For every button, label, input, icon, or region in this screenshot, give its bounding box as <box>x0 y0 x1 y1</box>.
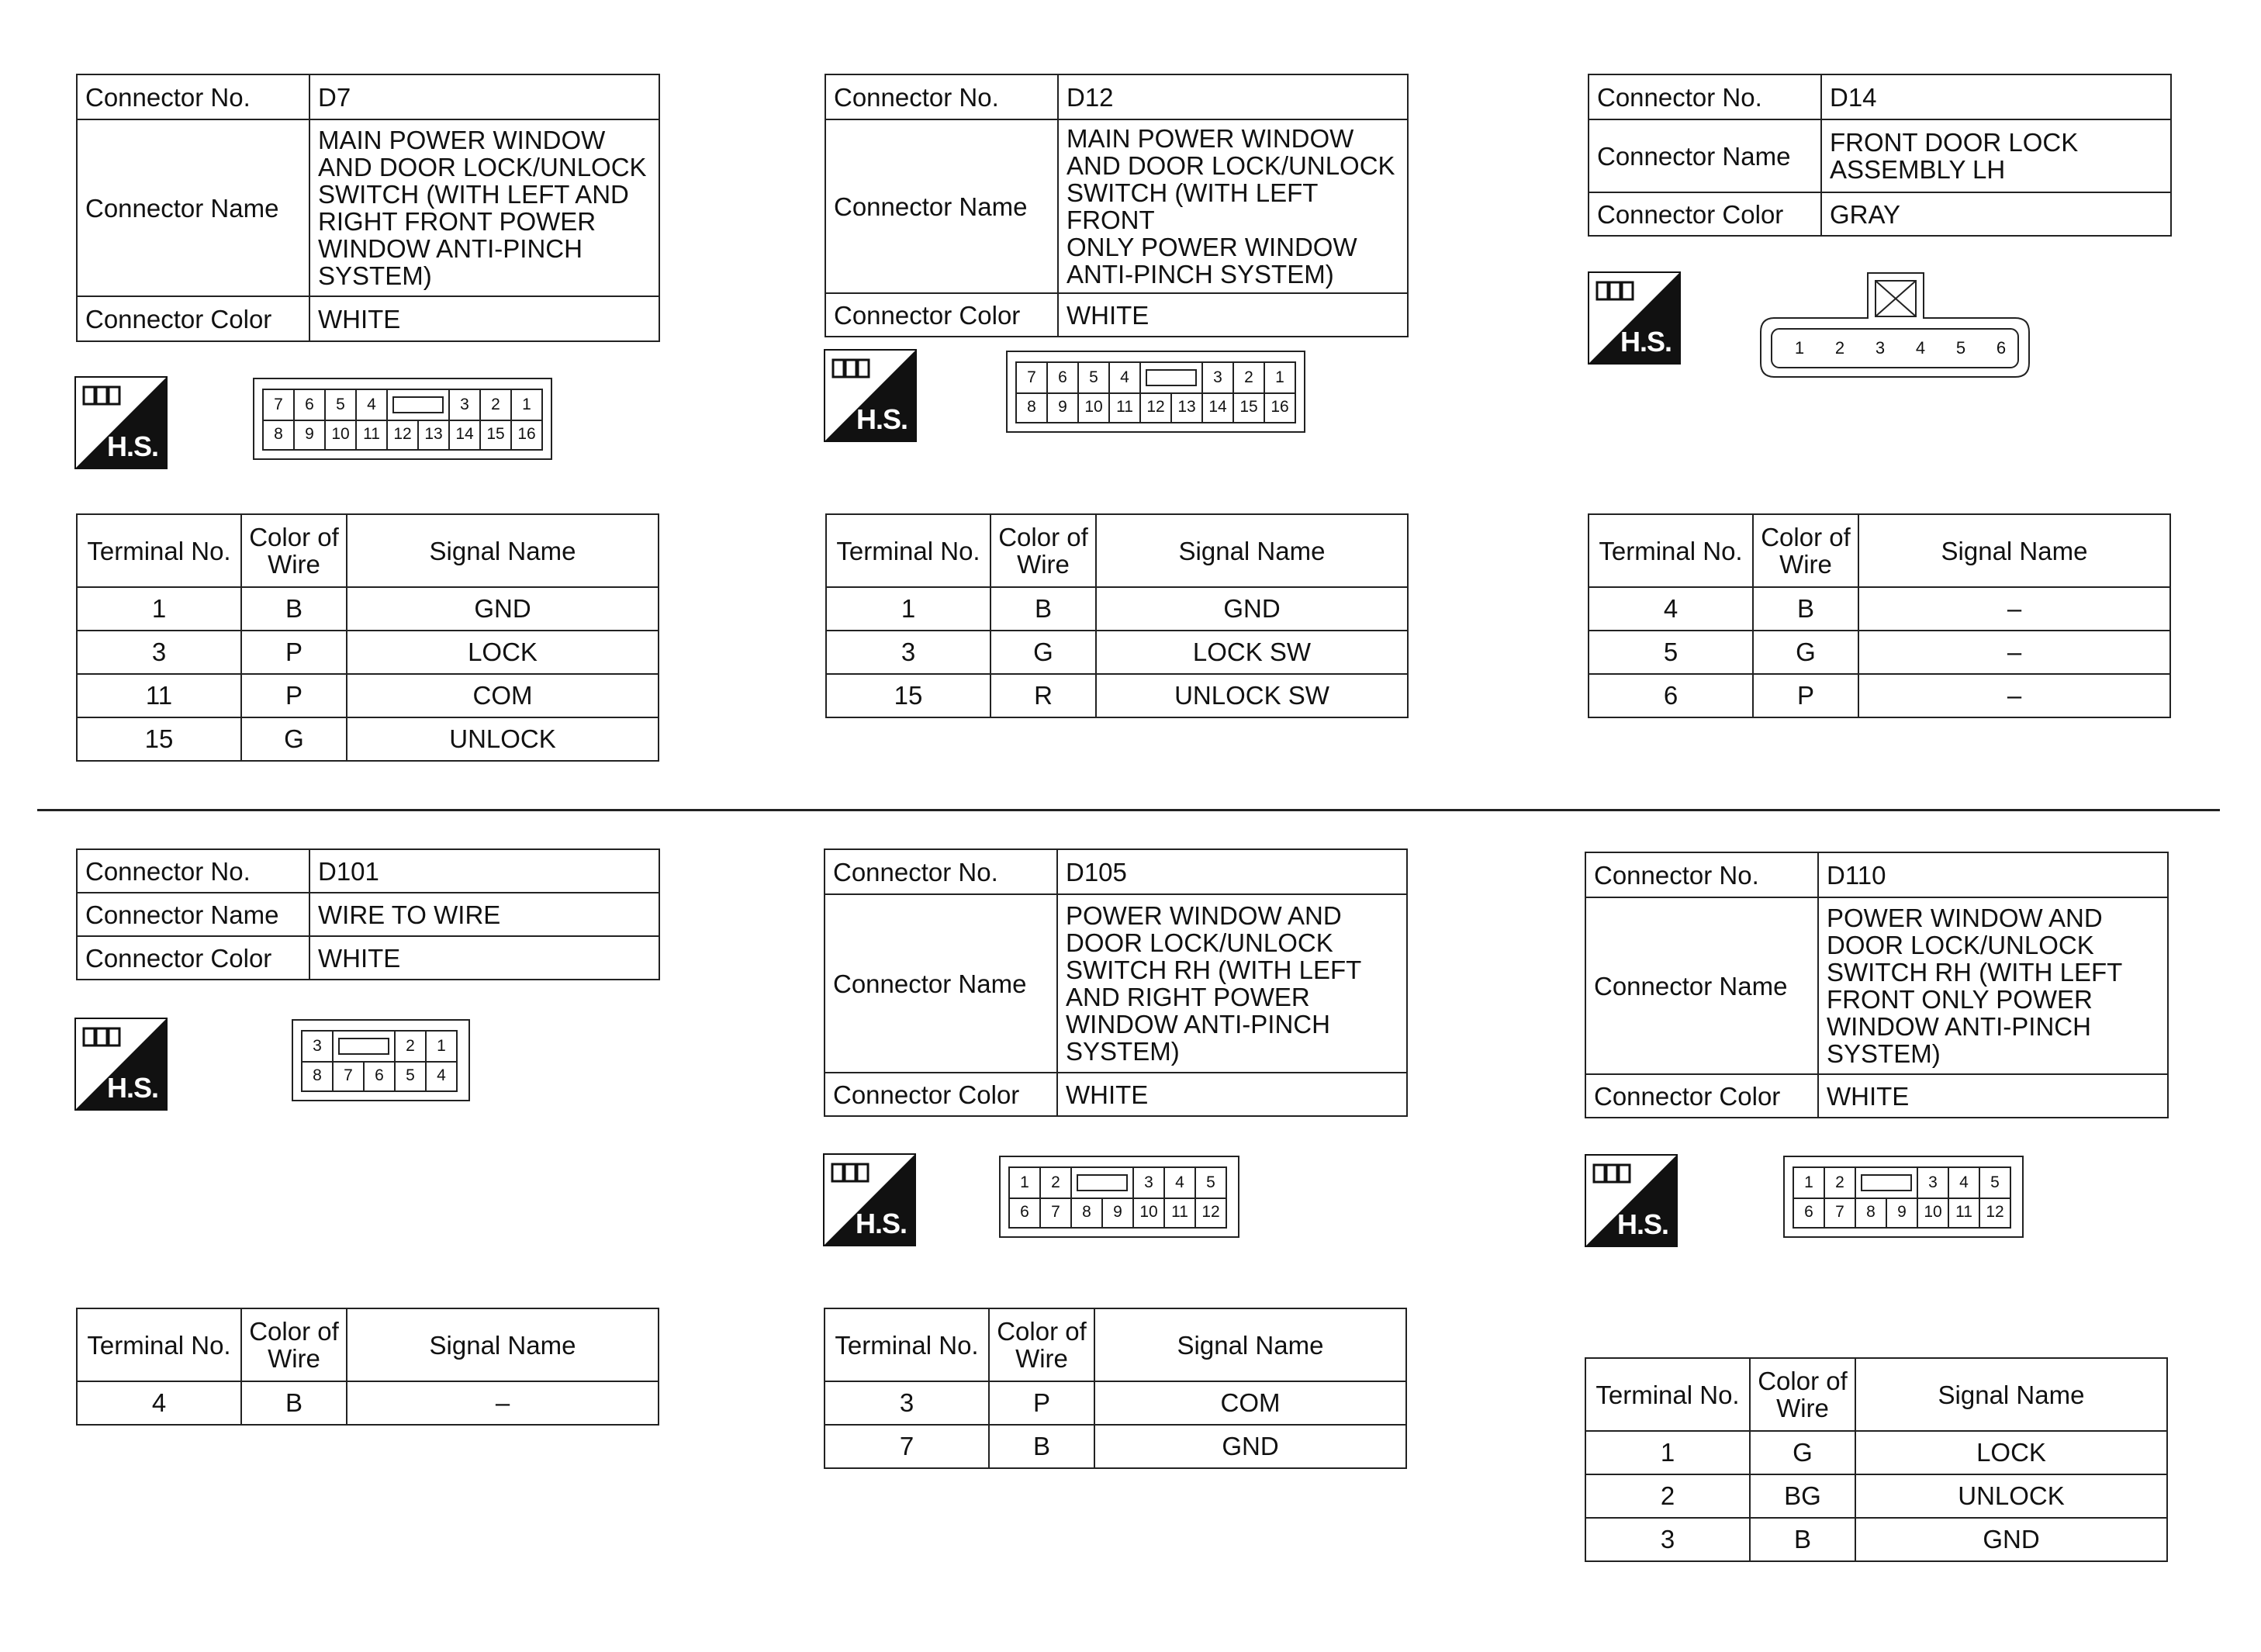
pin-cell: 7 <box>334 1061 365 1092</box>
pin-grid <box>1793 1198 2011 1229</box>
pin-cell: 6 <box>1794 1198 1825 1229</box>
harness-side-icon <box>1585 1154 1678 1247</box>
terminal-no-header: Terminal No. <box>826 514 990 587</box>
pin-grid <box>1008 1166 1227 1199</box>
color-of-wire-header: Color of Wire <box>990 514 1096 587</box>
connector-color-label: Connector Color <box>825 293 1058 337</box>
signal-name-cell: LOCK <box>1855 1431 2167 1474</box>
pin-grid <box>1793 1166 2011 1199</box>
table-row <box>826 587 1408 631</box>
connector-d12-info <box>825 74 1409 337</box>
terminal-no-header: Terminal No. <box>1585 1358 1750 1431</box>
connector-name-value: POWER WINDOW AND DOOR LOCK/UNLOCK SWITCH RH (WITH LEFT FRONT ONLY POWER WINDOW ANTI-PINCH SYSTEM) <box>1818 897 2168 1074</box>
terminal-no-cell: 3 <box>826 631 990 674</box>
connector-no-label: Connector No. <box>1589 74 1821 119</box>
terminal-no-cell: 1 <box>77 587 241 631</box>
wire-color-cell: G <box>1750 1431 1855 1474</box>
signal-name-cell: UNLOCK SW <box>1096 674 1408 717</box>
table-row <box>826 674 1408 717</box>
signal-name-cell: – <box>1858 631 2170 674</box>
wire-color-cell: B <box>1753 587 1858 631</box>
pin-cell: 1 <box>1794 1168 1825 1199</box>
pin-cell: 2 <box>1825 1168 1856 1199</box>
terminal-no-cell: 1 <box>826 587 990 631</box>
connector-d105-info <box>824 848 1408 1117</box>
connector-no-label: Connector No. <box>77 849 309 893</box>
table-row <box>77 674 659 717</box>
table-row <box>77 631 659 674</box>
terminal-no-cell: 5 <box>1589 631 1753 674</box>
pin-cell: 4 <box>357 390 388 421</box>
wire-color-cell: B <box>990 587 1096 631</box>
pin-cell: 7 <box>264 390 295 421</box>
terminal-no-cell: 2 <box>1585 1474 1750 1518</box>
terminal-no-header: Terminal No. <box>77 514 241 587</box>
section-divider <box>37 809 2220 811</box>
pin-cell: 6 <box>295 390 326 421</box>
signal-name-header: Signal Name <box>1858 514 2170 587</box>
pin-cell: 4 <box>1949 1168 1980 1199</box>
pin-cell: 1 <box>1265 363 1296 394</box>
connector-name-label: Connector Name <box>77 119 309 296</box>
color-of-wire-header: Color of Wire <box>241 1308 347 1381</box>
pin-cell: 7 <box>1041 1198 1072 1229</box>
pin-cell: 8 <box>1072 1198 1103 1229</box>
signal-name-cell: UNLOCK <box>1855 1474 2167 1518</box>
pin-cell: 4 <box>1165 1168 1196 1199</box>
signal-name-cell: LOCK SW <box>1096 631 1408 674</box>
hs-label: H.S. <box>855 1208 907 1239</box>
pin-label: 1 <box>1794 338 1805 358</box>
color-of-wire-header: Color of Wire <box>1753 514 1858 587</box>
connector-name-label: Connector Name <box>825 894 1057 1073</box>
pin-cell: 5 <box>326 390 357 421</box>
connector-name-value: WIRE TO WIRE <box>309 893 659 936</box>
harness-side-icon <box>74 376 168 469</box>
wire-color-cell: B <box>1750 1518 1855 1561</box>
connector-d7-face <box>253 378 552 460</box>
pin-cell: 10 <box>1079 392 1110 423</box>
table-row <box>77 587 659 631</box>
hs-label: H.S. <box>856 403 908 435</box>
terminal-no-cell: 3 <box>77 631 241 674</box>
pin-cell: 6 <box>1048 363 1079 394</box>
harness-side-icon <box>824 349 917 442</box>
signal-name-cell: GND <box>1096 587 1408 631</box>
pin-cell: 3 <box>1918 1168 1949 1199</box>
connector-name-label: Connector Name <box>1585 897 1818 1074</box>
pin-cell: 1 <box>512 390 543 421</box>
pin-cell: 2 <box>481 390 512 421</box>
pin-cell: 2 <box>396 1032 427 1063</box>
wire-color-cell: BG <box>1750 1474 1855 1518</box>
connector-color-label: Connector Color <box>1585 1074 1818 1118</box>
terminal-no-cell: 7 <box>825 1425 989 1468</box>
hs-label: H.S. <box>106 430 158 462</box>
connector-color-label: Connector Color <box>77 936 309 980</box>
connector-no-label: Connector No. <box>1585 852 1818 897</box>
connector-name-value: POWER WINDOW AND DOOR LOCK/UNLOCK SWITCH RH (WITH LEFT AND RIGHT POWER WINDOW ANTI-PINCH SYSTEM) <box>1057 894 1407 1073</box>
terminal-no-header: Terminal No. <box>77 1308 241 1381</box>
pin-label: 3 <box>1875 338 1886 358</box>
hs-label: H.S. <box>1620 326 1672 358</box>
connector-color-label: Connector Color <box>825 1073 1057 1116</box>
pin-cell: 9 <box>1048 392 1079 423</box>
pin-cell: 5 <box>396 1061 427 1092</box>
signal-name-cell: UNLOCK <box>347 717 659 761</box>
pin-cell: 11 <box>357 420 388 451</box>
wire-color-cell: G <box>241 717 347 761</box>
pin-cell: 9 <box>1887 1198 1918 1229</box>
terminal-table-d14 <box>1588 513 2171 718</box>
hs-label: H.S. <box>106 1072 158 1104</box>
terminal-no-cell: 4 <box>77 1381 241 1425</box>
color-of-wire-header: Color of Wire <box>1750 1358 1855 1431</box>
connector-name-label: Connector Name <box>1589 119 1821 192</box>
locking-key <box>1856 1168 1918 1199</box>
wire-color-cell: P <box>1753 674 1858 717</box>
locking-key <box>334 1032 396 1063</box>
terminal-no-cell: 3 <box>1585 1518 1750 1561</box>
pin-cell: 11 <box>1949 1198 1980 1229</box>
signal-name-header: Signal Name <box>1094 1308 1406 1381</box>
terminal-no-cell: 11 <box>77 674 241 717</box>
pin-cell: 10 <box>1134 1198 1165 1229</box>
signal-name-cell: – <box>347 1381 659 1425</box>
table-row <box>77 717 659 761</box>
pin-cell: 9 <box>1103 1198 1134 1229</box>
pin-cell: 4 <box>427 1061 458 1092</box>
pin-grid <box>262 389 543 421</box>
pin-cell: 2 <box>1234 363 1265 394</box>
pin-cell: 7 <box>1017 363 1048 394</box>
pin-cell: 16 <box>512 420 543 451</box>
connector-color-value: WHITE <box>1057 1073 1407 1116</box>
signal-name-cell: – <box>1858 674 2170 717</box>
pin-cell: 8 <box>264 420 295 451</box>
pin-cell: 2 <box>1041 1168 1072 1199</box>
table-row <box>1585 1474 2167 1518</box>
pin-label: 6 <box>1996 338 2007 358</box>
wire-color-cell: G <box>1753 631 1858 674</box>
signal-name-cell: – <box>1858 587 2170 631</box>
terminal-no-header: Terminal No. <box>825 1308 989 1381</box>
signal-name-header: Signal Name <box>347 1308 659 1381</box>
pin-cell: 3 <box>1134 1168 1165 1199</box>
pin-cell: 5 <box>1196 1168 1227 1199</box>
pin-cell: 14 <box>450 420 481 451</box>
pin-cell: 15 <box>481 420 512 451</box>
connector-color-label: Connector Color <box>77 296 309 341</box>
connector-color-value: GRAY <box>1821 192 2171 236</box>
connector-no-label: Connector No. <box>77 74 309 119</box>
connector-d14-face <box>1759 271 2031 380</box>
connector-color-label: Connector Color <box>1589 192 1821 236</box>
terminal-no-cell: 1 <box>1585 1431 1750 1474</box>
connector-d110-face <box>1783 1156 2024 1238</box>
pin-cell: 15 <box>1234 392 1265 423</box>
signal-name-header: Signal Name <box>1855 1358 2167 1431</box>
pin-cell: 3 <box>1203 363 1234 394</box>
wire-color-cell: P <box>241 631 347 674</box>
terminal-table-d105 <box>824 1308 1407 1469</box>
pin-cell: 10 <box>1918 1198 1949 1229</box>
color-of-wire-header: Color of Wire <box>989 1308 1094 1381</box>
wire-color-cell: P <box>241 674 347 717</box>
signal-name-cell: COM <box>1094 1381 1406 1425</box>
terminal-no-cell: 6 <box>1589 674 1753 717</box>
signal-name-cell: COM <box>347 674 659 717</box>
connector-color-value: WHITE <box>309 296 659 341</box>
table-row <box>1585 1518 2167 1561</box>
pin-grid <box>1008 1198 1227 1229</box>
connector-no-value: D110 <box>1818 852 2168 897</box>
pin-cell: 12 <box>1196 1198 1227 1229</box>
pin-cell: 16 <box>1265 392 1296 423</box>
signal-name-cell: GND <box>1094 1425 1406 1468</box>
connector-no-label: Connector No. <box>825 849 1057 894</box>
signal-name-header: Signal Name <box>1096 514 1408 587</box>
connector-d12-face <box>1006 351 1305 433</box>
harness-side-icon <box>823 1153 916 1246</box>
pin-cell: 12 <box>1141 392 1172 423</box>
table-row <box>1585 1431 2167 1474</box>
pin-label: 2 <box>1834 338 1845 358</box>
hs-label: H.S. <box>1616 1208 1668 1240</box>
pin-cell: 5 <box>1980 1168 2011 1199</box>
table-row <box>1589 587 2170 631</box>
pin-cell: 14 <box>1203 392 1234 423</box>
pin-cell: 10 <box>326 420 357 451</box>
pin-cell: 12 <box>1980 1198 2011 1229</box>
wire-color-cell: R <box>990 674 1096 717</box>
connector-d14-info <box>1588 74 2172 237</box>
wire-color-cell: B <box>989 1425 1094 1468</box>
pin-cell: 13 <box>419 420 450 451</box>
pin-cell: 6 <box>1010 1198 1041 1229</box>
connector-color-value: WHITE <box>1058 293 1408 337</box>
table-row <box>825 1381 1406 1425</box>
signal-name-cell: GND <box>1855 1518 2167 1561</box>
terminal-no-cell: 15 <box>77 717 241 761</box>
pin-cell: 5 <box>1079 363 1110 394</box>
table-row <box>77 1381 659 1425</box>
connector-name-value: FRONT DOOR LOCK ASSEMBLY LH <box>1821 119 2171 192</box>
pin-cell: 13 <box>1172 392 1203 423</box>
color-of-wire-header: Color of Wire <box>241 514 347 587</box>
table-row <box>826 631 1408 674</box>
pin-cell: 3 <box>450 390 481 421</box>
wire-color-cell: P <box>989 1381 1094 1425</box>
pin-cell: 6 <box>365 1061 396 1092</box>
pin-cell: 8 <box>1856 1198 1887 1229</box>
terminal-table-d101 <box>76 1308 659 1426</box>
pin-label: 5 <box>1955 338 1966 358</box>
terminal-no-cell: 4 <box>1589 587 1753 631</box>
terminal-no-cell: 3 <box>825 1381 989 1425</box>
pin-cell: 9 <box>295 420 326 451</box>
pin-cell: 12 <box>388 420 419 451</box>
harness-side-icon <box>74 1018 168 1111</box>
terminal-table-d12 <box>825 513 1409 718</box>
pin-cell: 8 <box>303 1061 334 1092</box>
connector-color-value: WHITE <box>1818 1074 2168 1118</box>
terminal-table-d7 <box>76 513 659 762</box>
connector-d7-info <box>76 74 660 342</box>
table-row <box>1589 674 2170 717</box>
pin-label: 4 <box>1915 338 1926 358</box>
harness-side-icon <box>1588 271 1681 365</box>
wire-color-cell: B <box>241 1381 347 1425</box>
connector-d101-info <box>76 848 660 980</box>
pin-cell: 8 <box>1017 392 1048 423</box>
pin-grid <box>1015 361 1296 394</box>
pin-grid <box>301 1061 458 1092</box>
connector-no-label: Connector No. <box>825 74 1058 119</box>
locking-key <box>1141 363 1203 394</box>
connector-no-value: D14 <box>1821 74 2171 119</box>
connector-d105-face <box>999 1156 1239 1238</box>
connector-name-value: MAIN POWER WINDOW AND DOOR LOCK/UNLOCK SWITCH (WITH LEFT FRONT ONLY POWER WINDOW ANTI-PINCH SYSTEM) <box>1058 119 1408 293</box>
connector-no-value: D101 <box>309 849 659 893</box>
pin-cell: 1 <box>427 1032 458 1063</box>
table-row <box>825 1425 1406 1468</box>
terminal-table-d110 <box>1585 1357 2168 1562</box>
connector-name-label: Connector Name <box>77 893 309 936</box>
signal-name-header: Signal Name <box>347 514 659 587</box>
pin-cell: 7 <box>1825 1198 1856 1229</box>
connector-no-value: D7 <box>309 74 659 119</box>
signal-name-cell: LOCK <box>347 631 659 674</box>
terminal-no-cell: 15 <box>826 674 990 717</box>
wire-color-cell: B <box>241 587 347 631</box>
pin-grid <box>301 1030 458 1063</box>
signal-name-cell: GND <box>347 587 659 631</box>
connector-d110-info <box>1585 852 2169 1118</box>
pin-cell: 1 <box>1010 1168 1041 1199</box>
pin-grid <box>262 420 543 451</box>
pin-cell: 4 <box>1110 363 1141 394</box>
pin-grid <box>1015 392 1296 423</box>
connector-no-value: D105 <box>1057 849 1407 894</box>
connector-color-value: WHITE <box>309 936 659 980</box>
connector-name-label: Connector Name <box>825 119 1058 293</box>
connector-d101-face <box>292 1019 470 1101</box>
locking-key <box>388 390 450 421</box>
connector-name-value: MAIN POWER WINDOW AND DOOR LOCK/UNLOCK SWITCH (WITH LEFT AND RIGHT FRONT POWER WINDOW ANTI-PINCH SYSTEM) <box>309 119 659 296</box>
wire-color-cell: G <box>990 631 1096 674</box>
table-row <box>1589 631 2170 674</box>
pin-cell: 3 <box>303 1032 334 1063</box>
pin-cell: 11 <box>1165 1198 1196 1229</box>
locking-key <box>1072 1168 1134 1199</box>
connector-no-value: D12 <box>1058 74 1408 119</box>
terminal-no-header: Terminal No. <box>1589 514 1753 587</box>
pin-cell: 11 <box>1110 392 1141 423</box>
